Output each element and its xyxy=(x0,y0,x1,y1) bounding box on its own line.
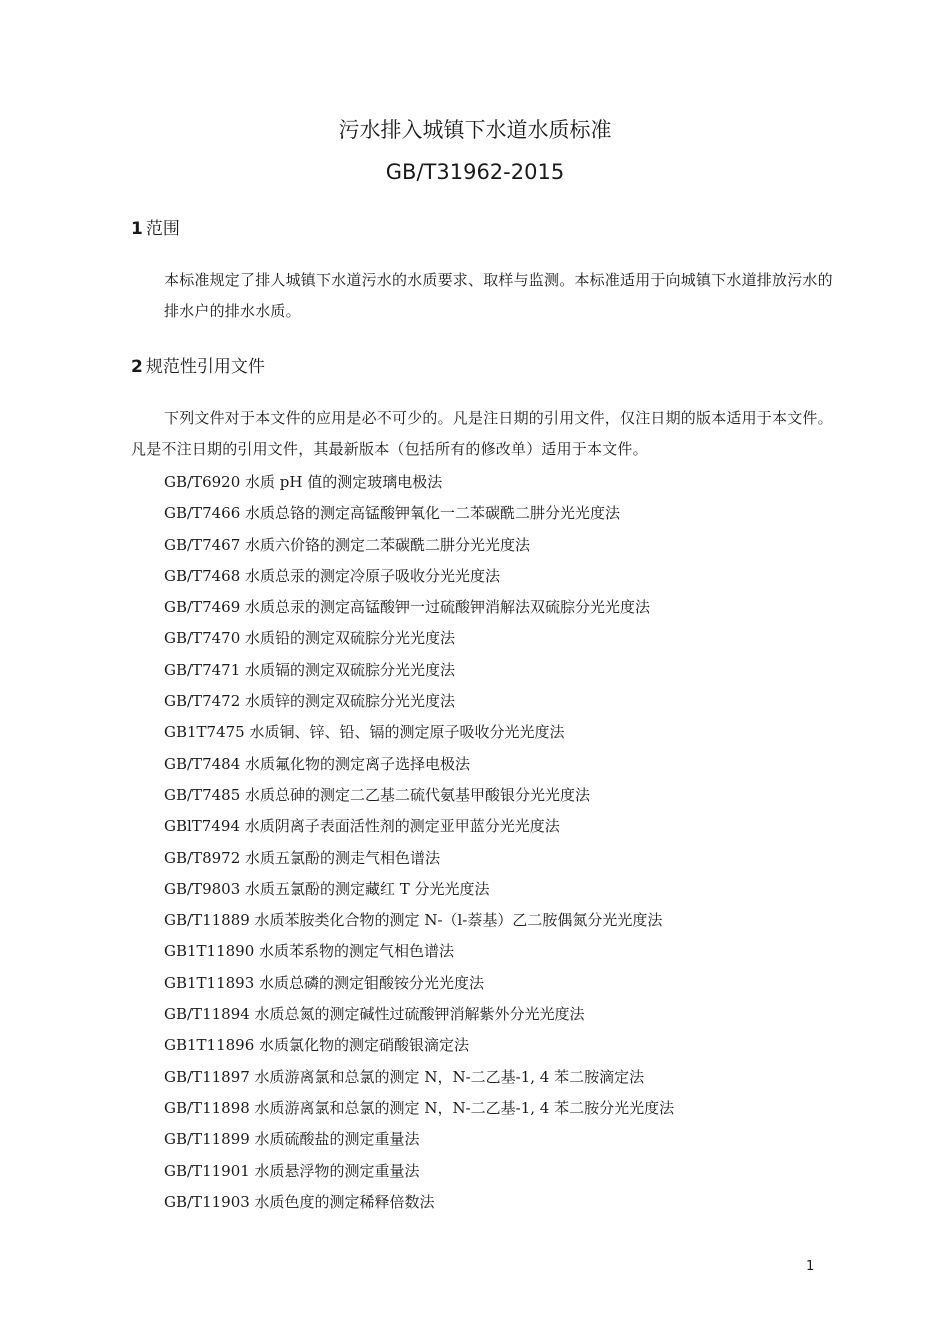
reference-item: GB/T11899 水质硫酸盐的测定重量法 xyxy=(164,1130,420,1149)
reference-item: GB/T11898 水质游离氯和总氯的测定 N，N-二乙基-1, 4 苯二胺分光光度法 xyxy=(164,1098,675,1117)
document-title: 污水排入城镇下水道水质标准 xyxy=(338,118,612,142)
reference-item: GB1T11896 水质氯化物的测定硝酸银滴定法 xyxy=(164,1036,470,1055)
references-intro-paragraph: 下列文件对于本文件的应用是必不可少的。凡是注日期的引用文件，仅注日期的版本适用于本文件。凡是不注日期的引用文件，其最新版本（包括所有的修改单）适用于本文件。 xyxy=(131,409,833,458)
section-number: 2 xyxy=(131,357,143,377)
reference-item: GB1T11893 水质总磷的测定钼酸铵分光光度法 xyxy=(164,973,485,992)
reference-item: GB/T9803 水质五氯酚的测定藏红 T 分光光度法 xyxy=(164,879,490,898)
reference-item: GB1T7475 水质铜、锌、铅、镉的测定原子吸收分光光度法 xyxy=(164,723,565,742)
reference-item: GB/T11897 水质游离氯和总氯的测定 N，N-二乙基-1, 4 苯二胺滴定法 xyxy=(164,1067,645,1086)
section-title: 范围 xyxy=(145,219,180,239)
reference-item: GBlT7494 水质阴离子表面活性剂的测定亚甲蓝分光光度法 xyxy=(164,817,560,836)
reference-item: GB/T7470 水质铅的测定双硫腙分光光度法 xyxy=(164,629,456,648)
scope-paragraph: 本标准规定了排人城镇下水道污水的水质要求、取样与监测。本标准适用于向城镇下水道排放污水的排水户的排水水质。 xyxy=(164,271,833,320)
reference-item: GB/T11889 水质苯胺类化合物的测定 N-（l-萘基）乙二胺偶氮分光光度法 xyxy=(164,911,663,930)
section-heading-scope xyxy=(131,218,180,240)
section-number: 1 xyxy=(131,219,143,239)
section-title: 规范性引用文件 xyxy=(145,357,265,377)
reference-item: GB/T7466 水质总铬的测定高锰酸钾氧化一二苯碳酰二肼分光光度法 xyxy=(164,504,621,523)
reference-item: GB/T7484 水质氟化物的测定离子选择电极法 xyxy=(164,754,471,773)
reference-item: GB1T11890 水质苯系物的测定气相色谱法 xyxy=(164,942,455,961)
reference-item: GB/T11901 水质悬浮物的测定重量法 xyxy=(164,1161,420,1180)
section-heading-normative-references xyxy=(131,356,265,378)
page-number: 1 xyxy=(806,1259,815,1274)
reference-item: GB/T7485 水质总砷的测定二乙基二硫代氨基甲酸银分光光度法 xyxy=(164,785,591,804)
reference-item: GB/T7468 水质总汞的测定冷原子吸收分光光度法 xyxy=(164,566,501,585)
reference-item: GB/T7472 水质锌的测定双硫腙分光光度法 xyxy=(164,692,456,711)
references-list xyxy=(164,467,674,1218)
reference-item: GB/T11903 水质色度的测定稀释倍数法 xyxy=(164,1192,435,1211)
reference-item: GB/T7467 水质六价铬的测定二苯碳酰二肼分光光度法 xyxy=(164,535,531,554)
reference-item: GB/T11894 水质总氮的测定碱性过硫酸钾消解紫外分光光度法 xyxy=(164,1005,585,1024)
reference-item: GB/T6920 水质 pH 值的测定玻璃电极法 xyxy=(164,473,443,491)
reference-item: GB/T8972 水质五氯酚的测走气相色谱法 xyxy=(164,848,441,867)
standard-code: GB/T31962-2015 xyxy=(385,160,565,184)
reference-item: GB/T7471 水质镉的测定双硫腙分光光度法 xyxy=(164,660,456,679)
reference-item: GB/T7469 水质总汞的测定高锰酸钾一过硫酸钾消解法双硫腙分光光度法 xyxy=(164,598,651,617)
